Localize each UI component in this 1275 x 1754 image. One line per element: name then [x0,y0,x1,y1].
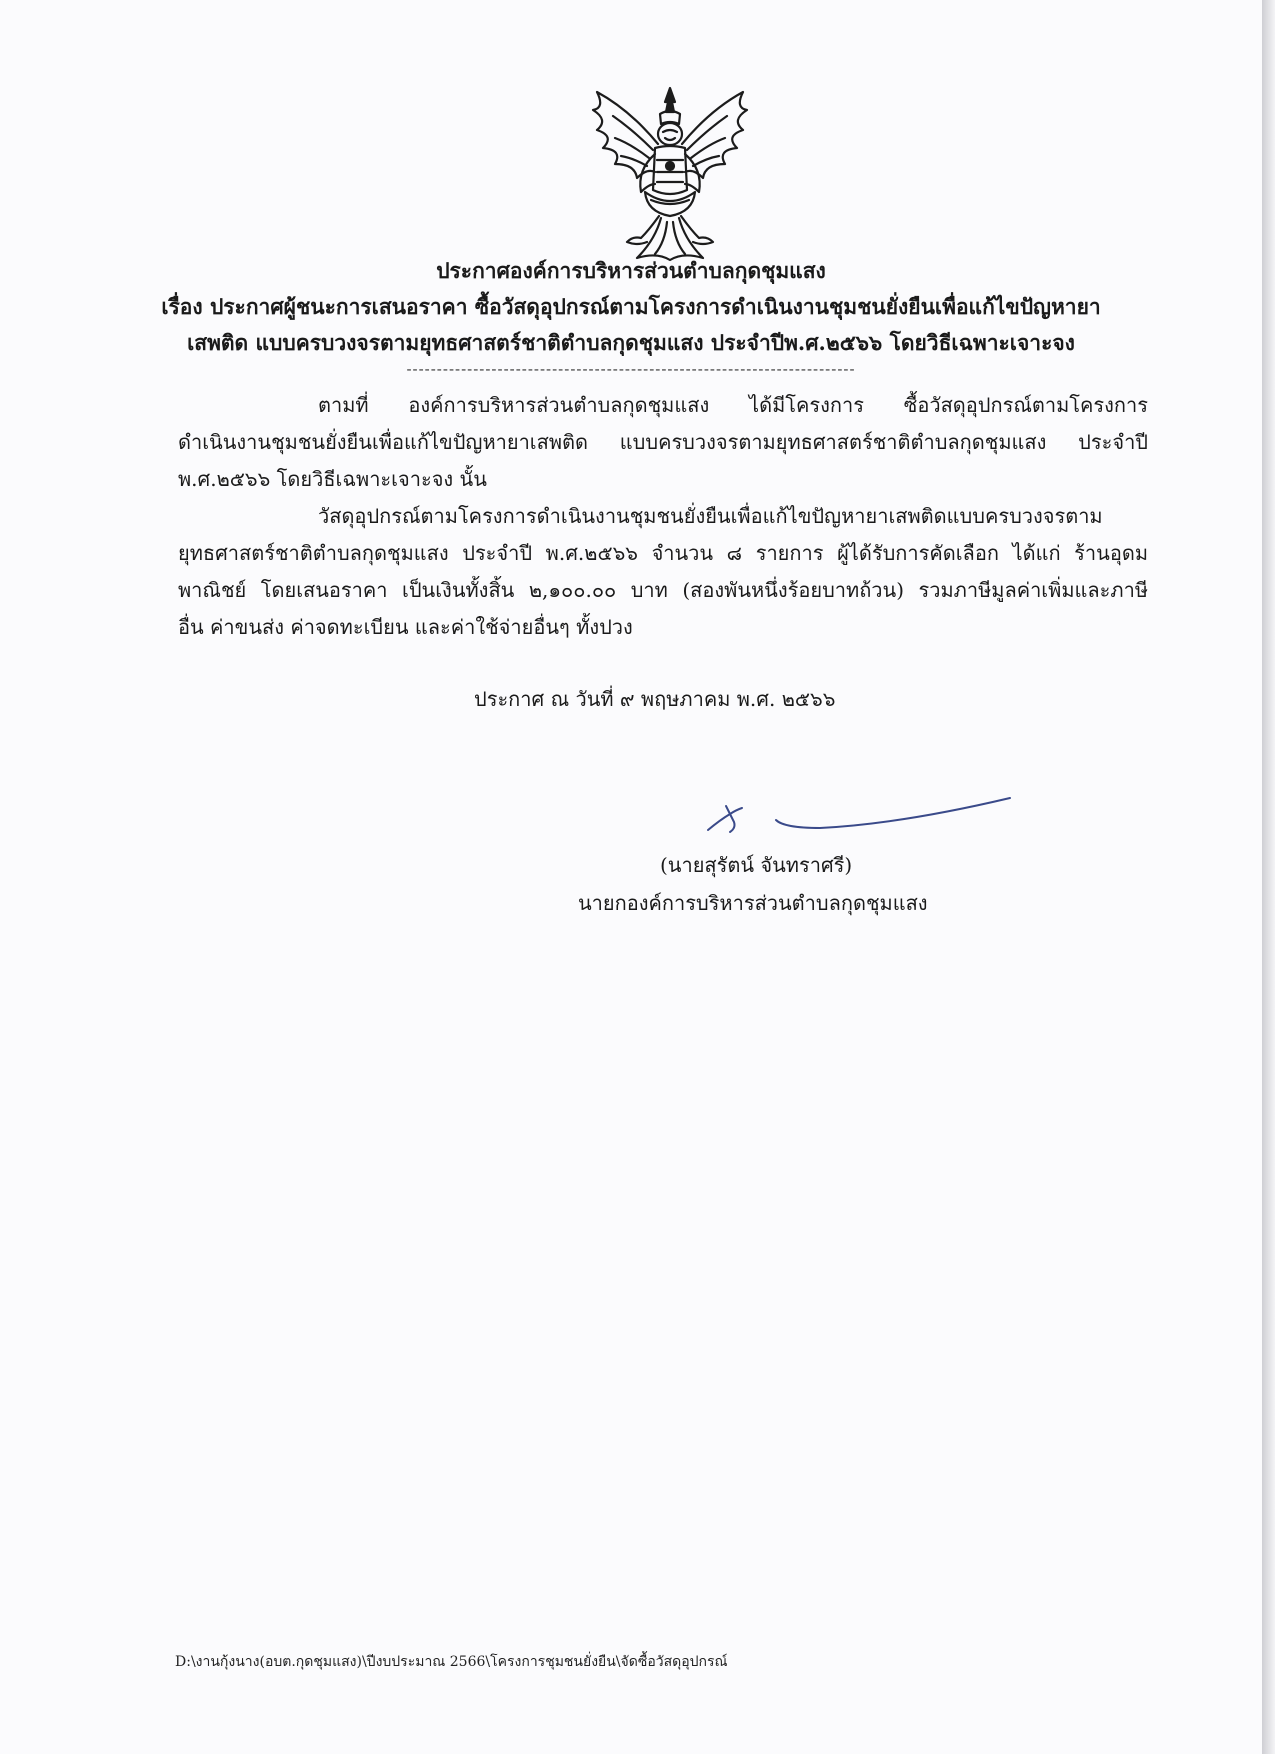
footer-file-path: D:\งานกุ้งนาง(อบต.กุดชุมแสง)\ปีงบประมาณ 2566\โครงการชุมชนยั่งยืน\จัดซื้อวัสดุอุปกรณ์ [175,1654,728,1670]
signatory-name: (นายสุรัตน์ จันทราศรี) [660,853,853,877]
paragraph-1-line-1: ตามที่ องค์การบริหารส่วนตำบลกุดชุมแสง ได้มีโครงการ ซื้อวัสดุอุปกรณ์ตามโครงการ [318,393,1148,417]
paragraph-2-line-2: ยุทธศาสตร์ชาติตำบลกุดชุมแสง ประจำปี พ.ศ.๒๕๖๖ จำนวน ๘ รายการ ผู้ได้รับการคัดเลือก ได้แก่ ร้านอุดม [178,541,1148,565]
paragraph-1-line-2: ดำเนินงานชุมชนยั่งยืนเพื่อแก้ไขปัญหายาเสพติด แบบครบวงจรตามยุทธศาสตร์ชาติตำบลกุดชุมแสง ประจำปี [178,430,1148,454]
signatory-position: นายกองค์การบริหารส่วนตำบลกุดชุมแสง [578,891,928,915]
garuda-emblem-icon [575,80,765,270]
paragraph-2-line-4: อื่น ค่าขนส่ง ค่าจดทะเบียน และค่าใช้จ่ายอื่นๆ ทั้งปวง [178,615,633,639]
paragraph-1-line-3: พ.ศ.๒๕๖๖ โดยวิธีเฉพาะเจาะจง นั้น [178,467,487,491]
paragraph-2-line-1: วัสดุอุปกรณ์ตามโครงการดำเนินงานชุมชนยั่งยืนเพื่อแก้ไขปัญหายาเสพติดแบบครบวงจรตาม [318,504,1103,528]
announcement-date: ประกาศ ณ วันที่ ๙ พฤษภาคม พ.ศ. ๒๕๖๖ [474,687,836,711]
separator-line: -------------------------------------------------------------------------- [406,360,856,378]
document-title: ประกาศองค์การบริหารส่วนตำบลกุดชุมแสง [436,258,826,283]
subject-line-1: เรื่อง ประกาศผู้ชนะการเสนอราคา ซื้อวัสดุอุปกรณ์ตามโครงการดำเนินงานชุมชนยั่งยืนเพื่อแก้ไขปัญหายา [161,294,1101,319]
subject-line-2: เสพติด แบบครบวงจรตามยุทธศาสตร์ชาติตำบลกุดชุมแสง ประจำปีพ.ศ.๒๕๖๖ โดยวิธีเฉพาะเจาะจง [187,330,1075,355]
handwritten-signature [700,790,1020,850]
paragraph-2-line-3: พาณิชย์ โดยเสนอราคา เป็นเงินทั้งสิ้น ๒,๑๐๐.๐๐ บาท (สองพันหนึ่งร้อยบาทถ้วน) รวมภาษีมูลค่าเพิ่มและภาษี [178,578,1148,602]
scan-page-edge [1262,0,1275,1754]
